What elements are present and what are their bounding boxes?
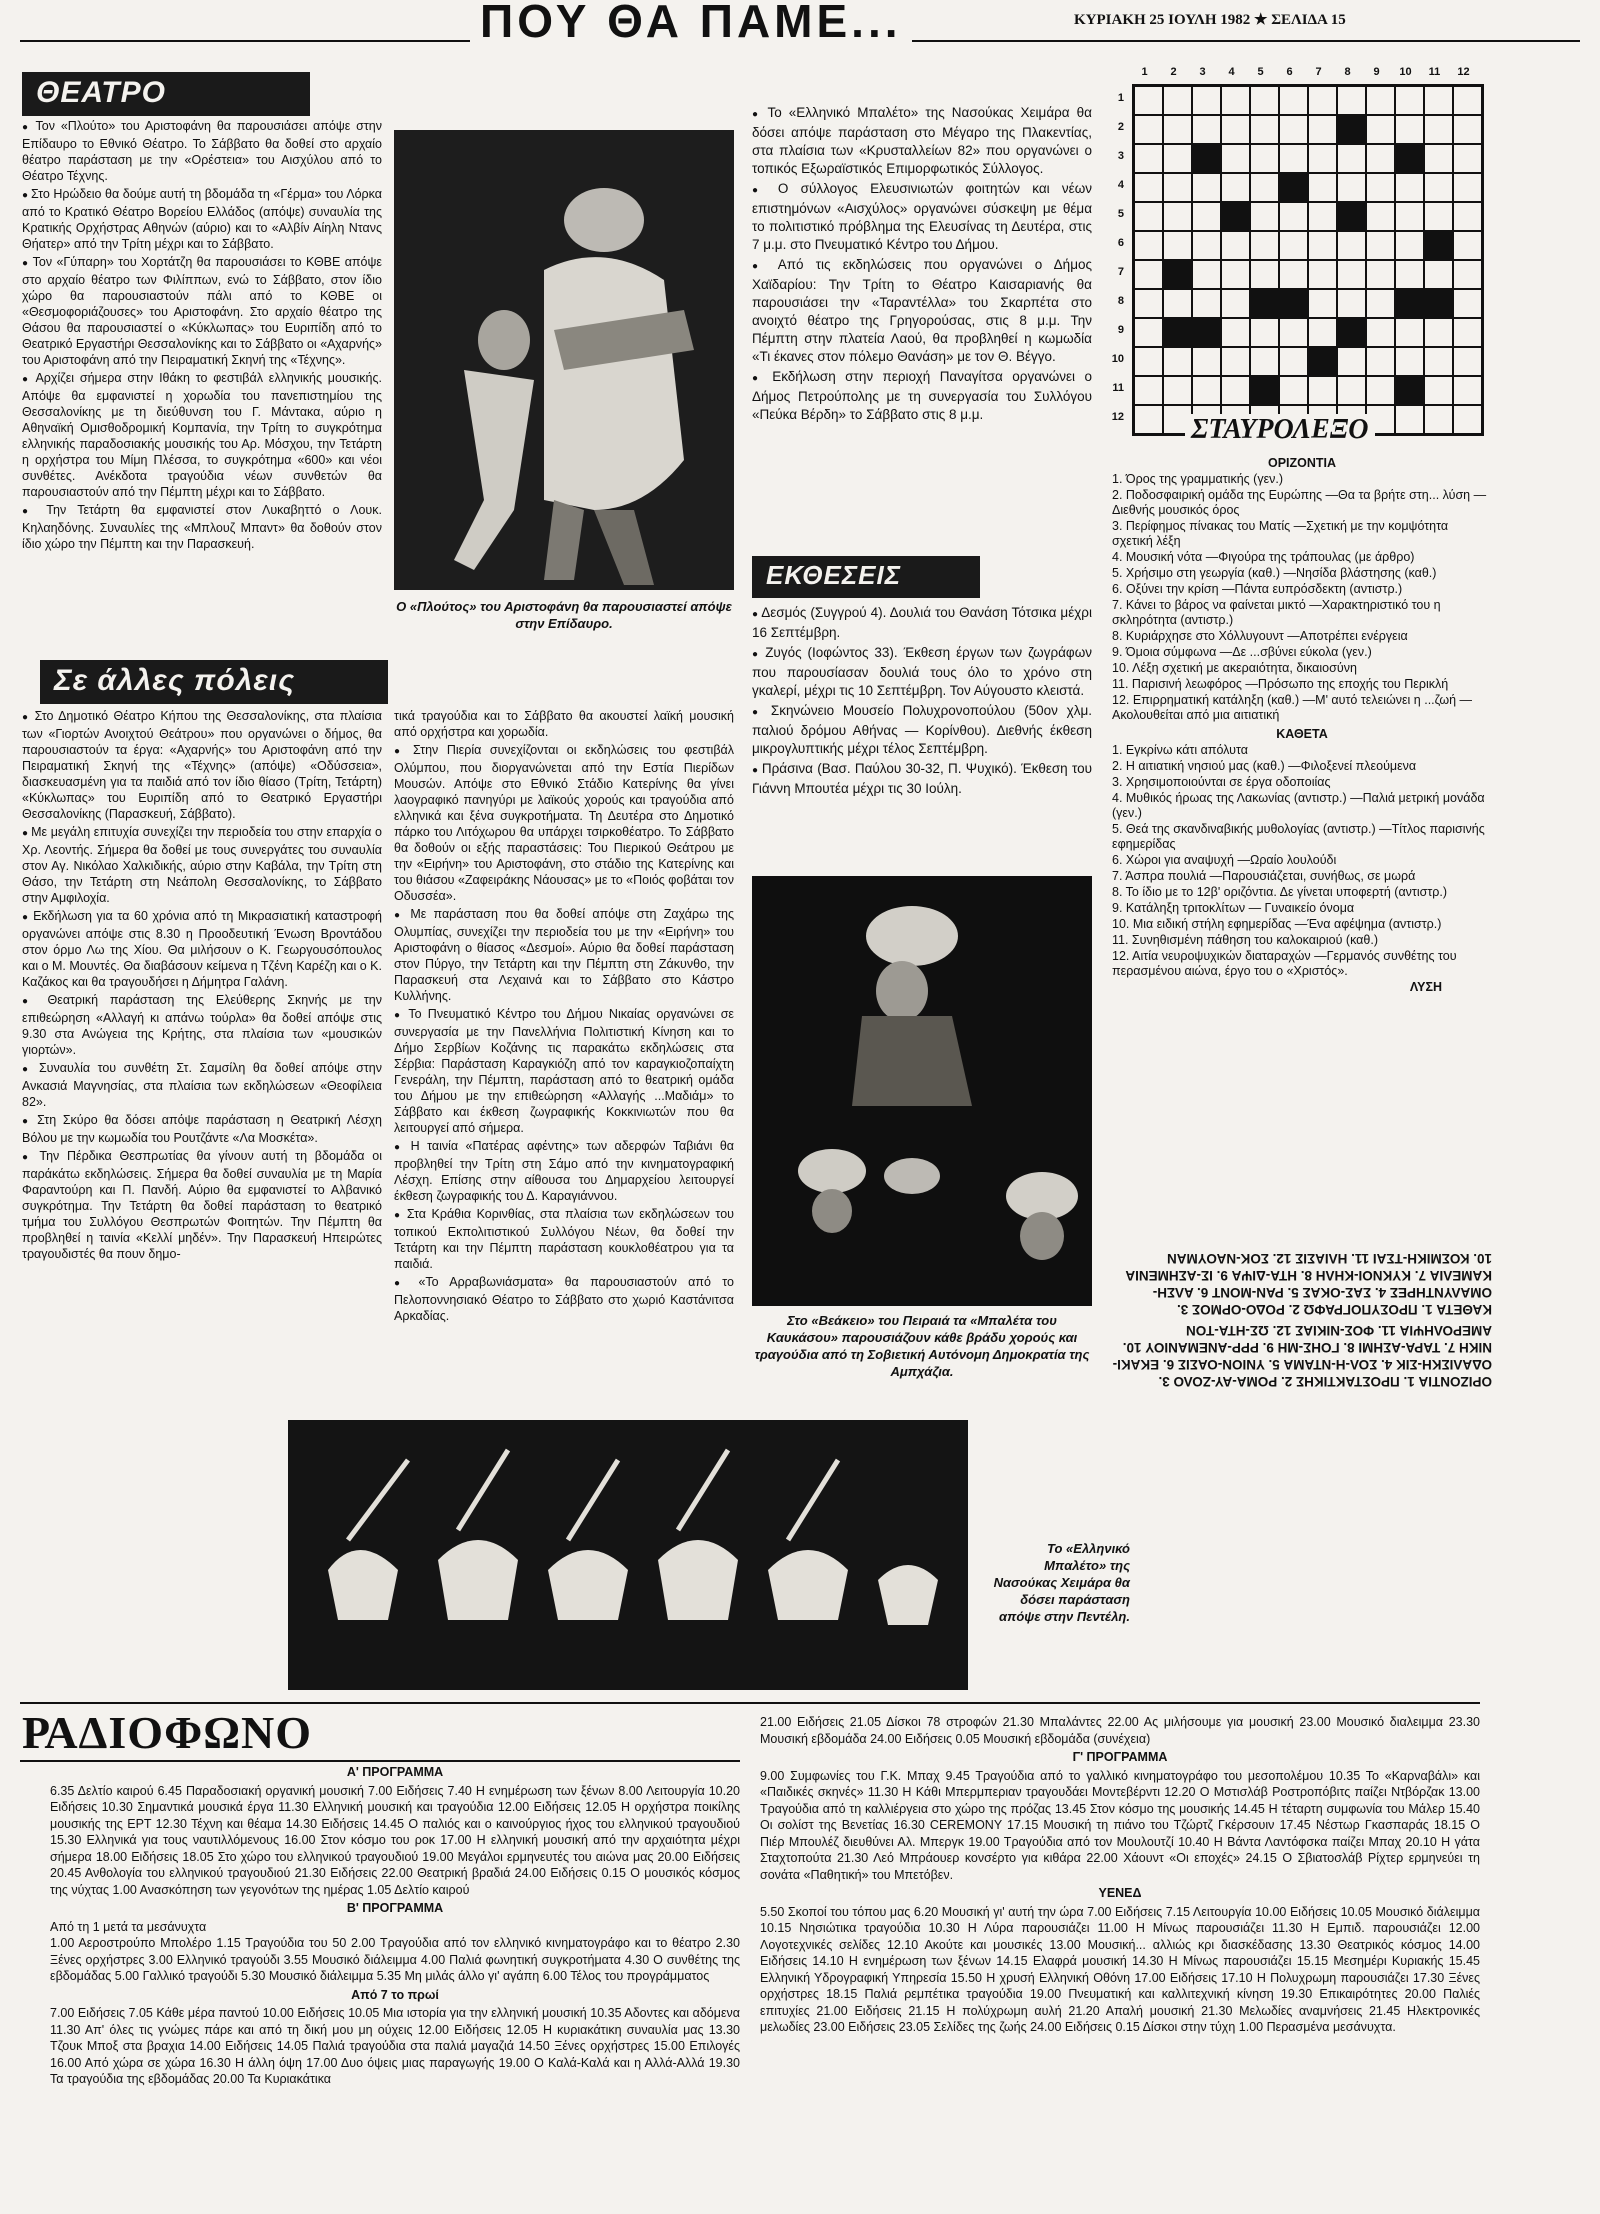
news-item: ● Στο Ηρώδειο θα δούμε αυτή τη βδομάδα τη «Γέρμα» του Λόρκα από το Κρατικό Θέατρο Βορείου Ελλάδος (απόψε) συναυλία της Κρατικής Ορχήστρας Αθηνών (αύριο) και το «Αλβίν Αίηλη Ντανς Θήατερ» από την Τρίτη μέχρι και το Σάββατο. (22, 186, 382, 252)
crossword-black-cell (1424, 289, 1453, 318)
across-clue: 10. Λέξη σχετική με ακεραιότητα, δικαιοσύνη (1112, 661, 1357, 675)
greek-ballet-photo (288, 1420, 968, 1690)
crossword-black-cell (1163, 318, 1192, 347)
radio-schedule: 6.35 Δελτίο καιρού 6.45 Παραδοσιακή οργανική μουσική 7.00 Ειδήσεις 7.40 Η ενημέρωση των ξένων 8.00 Λειτουργία 10.20 Ειδήσεις 10.30 Σημαντικά μουσικά έργα 11.30 Ελληνική μουσική και τραγούδια 12.00 Ειδήσεις 12.05 Η ορχήστρα ποικίλης μουσικής της ΕΡΤ 12.30 Τέχνη και θέαμα 14.30 Ειδήσεις 14.45 Ο παλιός και ο καινούργιος ήχος του ελληνικού τραγουδιού 15.30 Ελληνικά για τους ναυτιλλόμενους 16.00 Στον κόσμο του ροκ 17.00 Η ελληνική μουσική από την αρχαιότητα μέχρι σήμερα 18.00 Ειδήσεις 18.05 Στο χώρο του ελληνικού τραγουδιού 19.00 Μεγάλοι ερμηνευτές του αιώνα μας 20.00 Ειδήσεις 20.45 Ανθολογία του ελληνικού τραγουδιού 21.30 Ειδήσεις 22.00 Θεατρική βραδιά 24.00 Ειδήσεις 0.15 Ο μουσικός κόσμος της νύχτας 1.00 Ανασκόπηση των γεγονότων της ημέρας 1.05 Δελτίο καιρού (50, 1783, 740, 1897)
crossword-cell[interactable] (1366, 231, 1395, 260)
caucasus-ballet-photo (752, 876, 1092, 1306)
across-clue: 6. Οξύνει την κρίση —Πάντα ευπρόσδεκτη (αντιστρ.) (1112, 582, 1403, 596)
elsewhere-section-header: Σε άλλες πόλεις (40, 660, 388, 704)
down-clue: 6. Χώροι για αναψυχή —Ωραίο λουλούδι (1112, 853, 1337, 867)
crossword-black-cell (1337, 318, 1366, 347)
crossword-row-number: 10 (1111, 353, 1124, 365)
crossword-cell[interactable] (1337, 231, 1366, 260)
crossword-cell[interactable] (1279, 260, 1308, 289)
down-clue: 1. Εγκρίνω κάτι απόλυτα (1112, 743, 1248, 757)
crossword-cell[interactable] (1134, 144, 1163, 173)
radio-program-heading: Β' ΠΡΟΓΡΑΜΜΑ (346, 1901, 444, 1915)
across-clue: 8. Κυριάρχησε στο Χόλλυγουντ —Αποτρέπει ενέργεια (1112, 629, 1408, 643)
crossword-cell[interactable] (1366, 86, 1395, 115)
crossword-cell[interactable] (1163, 347, 1192, 376)
across-clue: 4. Μουσική νότα —Φιγούρα της τράπουλας (με άρθρο) (1112, 550, 1415, 564)
crossword-cell[interactable] (1192, 260, 1221, 289)
across-clue: 2. Ποδοσφαιρική ομάδα της Ευρώπης —Θα τα βρήτε στη... λύση —Διεθνής μουσικός όρος (1112, 488, 1487, 517)
greek-ballet-caption: Το «Ελληνικό Μπαλέτο» της Νασούκας Χειμάρα θα δόσει παράσταση απόψε στην Πεντέλη. (993, 1541, 1130, 1624)
theatre-section-header: ΘΕΑΤΡΟ (22, 72, 310, 116)
crossword-cell[interactable] (1192, 115, 1221, 144)
crossword-grid (1132, 84, 1484, 436)
crossword-black-cell (1395, 376, 1424, 405)
crossword-cell[interactable] (1424, 318, 1453, 347)
crossword-cell[interactable] (1424, 144, 1453, 173)
crossword-cell[interactable] (1366, 376, 1395, 405)
news-item: ● Την Πέρδικα Θεσπρωτίας θα γίνουν αυτή τη βδομάδα οι παράκάτω εκδηλώσεις. Σήμερα θα δοθεί συναυλία με τη Μαρία Φαραντούρη και Π. Πανδή. Αύριο θα εμφανιστεί το Αλβανικό συγκρότημα. Την Τετάρτη θα δοθεί παράσταση το θεατρικό τμήμα του Συλλόγου Θεσπρωτών Φοιτητών. Την Πέμπτη θα προβληθεί η ταινία «Κελλί μηδέν». Την Παρασκευή Ηπειρώτες τραγουδιστές θα πουν δημο- (22, 1148, 382, 1262)
crossword-row-number: 5 (1117, 208, 1124, 220)
caucasus-ballet-caption: Στο «Βεάκειο» του Πειραιά τα «Μπαλέτα του Καυκάσου» παρουσιάζουν κάθε βράδυ χορούς και τραγούδια από τη Σοβιετική Αυτόνομη Δημοκρατία της Αμπχάζια. (754, 1313, 1090, 1379)
crossword-cell[interactable] (1250, 144, 1279, 173)
crossword-row-number: 7 (1117, 266, 1124, 278)
crossword-cell[interactable] (1308, 144, 1337, 173)
crossword-cell[interactable] (1453, 115, 1482, 144)
exhibition-item: ● Πράσινα (Βασ. Παύλου 30-32, Π. Ψυχικό). Έκθεση του Γιάννη Μπουτέα μέχρι τις 30 Ιούλη. (752, 760, 1092, 798)
crossword-cell[interactable] (1395, 231, 1424, 260)
crossword-column-number: 6 (1286, 66, 1293, 78)
crossword-cell[interactable] (1453, 347, 1482, 376)
news-item: ● Στα Κράθια Κορινθίας, στα πλαίσια των εκδηλώσεων του τοπικού Εκπολιτιστικού Συλλόγου Νέων, θα δοθεί την Τετάρτη και την Πέμπτη παράσταση κουκλοθέατρου για τα παιδιά. (394, 1206, 734, 1272)
crossword-cell[interactable] (1308, 260, 1337, 289)
crossword-cell[interactable] (1221, 347, 1250, 376)
caucasus-ballet-photo-art (752, 876, 1092, 1306)
crossword-cell[interactable] (1424, 405, 1453, 434)
down-clue: 4. Μυθικός ήρωας της Λακωνίας (αντιστρ.) —Παλιά μετρική μονάδα (γεν.) (1112, 791, 1485, 820)
crossword-cell[interactable] (1424, 376, 1453, 405)
crossword-cell[interactable] (1453, 231, 1482, 260)
exhibition-item: ● Ζυγός (Ιοφώντος 33). Έκθεση έργων των ζωγράφων που παρουσίασαν δουλιά τους όλο το χρόνο στη γκαλερί, μέχρι τις 10 Σεπτέμβρη. Τον Αύγουστο κλειστά. (752, 644, 1092, 700)
crossword-cell[interactable] (1453, 376, 1482, 405)
news-item: ● Στο Δημοτικό Θέατρο Κήπου της Θεσσαλονίκης, στα πλαίσια των «Γιορτών Ανοιχτού Θεάτρου» που οργανώνει ο δήμος, θα παρουσιαστούν τα έργα: «Αχαρνής» του Αριστοφάνη από την Πειραματική Σκηνή της «Τέχνης» (απόψε) «Οδύσσεια», διασκευασμένη για τα παιδιά από τον ίδιο θίασο (Τρίτη, Τετάρτη) «Κύκλωπας» του Ευριπίδη από το Θεατρικό Εργαστήρι Θεσσαλονίκης (Παρασκευή, Σάββατο). (22, 708, 382, 822)
crossword-cell[interactable] (1424, 173, 1453, 202)
crossword-cell[interactable] (1163, 115, 1192, 144)
crossword-cell[interactable] (1163, 289, 1192, 318)
crossword-cell[interactable] (1308, 289, 1337, 318)
crossword-cell[interactable] (1424, 347, 1453, 376)
crossword-column-number: 11 (1428, 66, 1441, 78)
radio-schedule: 1.00 Αεροστρούπο Μπολέρο 1.15 Τραγούδια του 50 2.00 Τραγούδια από τον ελληνικό κινηματογράφο και το θέατρο 2.30 Ξένες ορχήστρες 3.00 Ελληνικό τραγούδι 3.55 Μουσικό διάλειμμα 4.00 Παλιά φωνητική συγκροτήματα 4.30 Ο συνθέτης της εβδομάδας 5.00 Γαλλικό τραγούδι 5.30 Μουσικό διάλειμμα 5.35 Μη μιλάς άλλο γι' αγάπη 6.00 Τέλος του προγράμματος (50, 1936, 740, 1983)
crossword-cell[interactable] (1221, 86, 1250, 115)
crossword-black-cell (1395, 144, 1424, 173)
crossword-cell[interactable] (1308, 202, 1337, 231)
across-clue: 5. Χρήσιμο στη γεωργία (καθ.) —Νησίδα βλάστησης (καθ.) (1112, 566, 1437, 580)
crossword-black-cell (1308, 347, 1337, 376)
crossword-cell[interactable] (1221, 173, 1250, 202)
crossword-black-cell (1279, 173, 1308, 202)
crossword-row-number: 8 (1117, 295, 1124, 307)
crossword-black-cell (1250, 289, 1279, 318)
crossword-cell[interactable] (1221, 231, 1250, 260)
news-item: ● Εκδήλωση για τα 60 χρόνια από τη Μικρασιατική καταστροφή οργανώνει απόψε στις 8.30 η Προοδευτική Ένωση Βροντάδου στον όρμο Λω της Χίου. Θα μιλήσουν ο Κ. Γεωργουσόπουλος και ο Μ. Μουντές. Θα διαβάσουν κείμενα η Τζένη Καρέζη και ο Κ. Καζάκος και θα τραγουδήσει η Δήμητρα Γαλάνη. (22, 908, 382, 990)
crossword-cell[interactable] (1279, 86, 1308, 115)
crossword-cell[interactable] (1453, 86, 1482, 115)
crossword-cell[interactable] (1163, 376, 1192, 405)
down-clue: 2. Η αιτιατική νησιού μας (καθ.) —Φιλοξενεί πλεούμενα (1112, 759, 1417, 773)
exhibitions-section-header: ΕΚΘΕΣΕΙΣ (752, 556, 980, 598)
news-item: ● Θεατρική παράσταση της Ελεύθερης Σκηνής με την επιθεώρηση «Αλλαγή κι απάνω τούρλα» θα δοθεί απόψε στις 9.30 στα Ανώγεια της Κρήτης, στα πλαίσια των «μουσικών γιορτών». (22, 992, 382, 1058)
crossword-cell[interactable] (1134, 376, 1163, 405)
crossword-cell[interactable] (1279, 318, 1308, 347)
down-clue: 7. Άσπρα πουλιά —Παρουσιάζεται, συνήθως, σε μωρά (1112, 869, 1416, 883)
crossword-cell[interactable] (1453, 173, 1482, 202)
crossword-cell[interactable] (1134, 318, 1163, 347)
crossword-column-number: 8 (1344, 66, 1351, 78)
crossword-cell[interactable] (1134, 231, 1163, 260)
crossword-black-cell (1250, 376, 1279, 405)
dateline: ΚΥΡΙΑΚΗ 25 ΙΟΥΛΗ 1982 ★ ΣΕΛΙΔΑ 15 (1070, 10, 1350, 29)
crossword-cell[interactable] (1308, 115, 1337, 144)
crossword-column-number: 2 (1170, 66, 1177, 78)
crossword-cell[interactable] (1192, 376, 1221, 405)
exhibition-item: ● Σκηνώνειο Μουσείο Πολυχρονοπούλου (50ον χλμ. παλιού δρόμου Αθήνας — Κορίνθου). Διεθνής έκθεση μικρογλυπτικής μέχρι τέλος Σεπτέμβρη. (752, 702, 1092, 758)
crossword-column-number: 10 (1399, 66, 1412, 78)
crossword-row-number: 9 (1117, 324, 1124, 336)
across-clue: 12. Επιρρηματική κατάληξη (καθ.) —Μ' αυτό τελειώνει η ...ζωή —Ακολουθείται από μια αιτιατική (1112, 693, 1473, 722)
crossword-cell[interactable] (1163, 144, 1192, 173)
crossword-cell[interactable] (1337, 173, 1366, 202)
across-clue: 7. Κάνει το βάρος να φαίνεται μικτό —Χαρακτηριστικό του η σκληρότητα (αντιστρ.) (1112, 598, 1441, 627)
crossword-clues (1112, 456, 1492, 996)
down-clue: 10. Μια ειδική στήλη εφημερίδας —Ένα αφέψημα (αντιστρ.) (1112, 917, 1442, 931)
crossword-cell[interactable] (1337, 376, 1366, 405)
crossword-cell[interactable] (1453, 405, 1482, 434)
crossword-cell[interactable] (1250, 260, 1279, 289)
radio-program-heading: Από 7 το πρωί (351, 1987, 439, 2002)
plutus-photo-art (394, 130, 734, 590)
crossword-cell[interactable] (1221, 144, 1250, 173)
crossword-cell[interactable] (1395, 347, 1424, 376)
across-label: ΟΡΙΖΟΝΤΙΑ (1267, 456, 1337, 470)
crossword-row-number: 6 (1117, 237, 1124, 249)
crossword-cell[interactable] (1366, 144, 1395, 173)
crossword-row-number: 4 (1117, 179, 1124, 191)
crossword-cell[interactable] (1453, 144, 1482, 173)
crossword-row-number: 12 (1111, 411, 1124, 423)
down-clue: 8. Το ίδιο με το 12β' οριζόντια. Δε γίνεται υποφερτή (αντιστρ.) (1112, 885, 1448, 899)
crossword-column-number: 1 (1141, 66, 1148, 78)
crossword-column-number: 3 (1199, 66, 1206, 78)
crossword-row-numbers (1108, 84, 1128, 444)
crossword-cell[interactable] (1250, 347, 1279, 376)
crossword-cell[interactable] (1279, 231, 1308, 260)
news-item: ● Στη Σκύρο θα δόσει απόψε παράσταση η Θεατρική Λέσχη Βόλου με την κωμωδία του Ρουτζάντε «Λα Μοσκέτα». (22, 1112, 382, 1146)
across-clue: 3. Περίφημος πίνακας του Ματίς —Σχετική με την κομψότητα σχετική λέξη (1112, 519, 1449, 548)
crossword-black-cell (1395, 289, 1424, 318)
news-item: τικά τραγούδια και το Σάββατο θα ακουστεί λαϊκή μουσική από ορχήστρα και χορωδία. (394, 709, 734, 739)
crossword-cell[interactable] (1366, 289, 1395, 318)
down-label: ΚΑΘΕΤΑ (1276, 727, 1328, 741)
crossword-cell[interactable] (1192, 347, 1221, 376)
radio-program-heading: Γ' ΠΡΟΓΡΑΜΜΑ (1072, 1750, 1168, 1764)
news-item: ● Εκδήλωση στην περιοχή Παναγίτσα οργανώνει ο Δήμος Πετρούπολης με τη συνεργασία του Συλλόγου «Πεύκα Βέρδη» το Σάββατο στις 8 μ.μ. (752, 368, 1092, 424)
crossword-black-cell (1192, 144, 1221, 173)
down-clue: 11. Συνηθισμένη πάθηση του καλοκαιριού (καθ.) (1112, 933, 1378, 947)
crossword-cell[interactable] (1424, 202, 1453, 231)
crossword-cell[interactable] (1395, 173, 1424, 202)
crossword-cell[interactable] (1337, 144, 1366, 173)
crossword-column-numbers (1130, 66, 1490, 82)
crossword-cell[interactable] (1221, 260, 1250, 289)
crossword-cell[interactable] (1134, 289, 1163, 318)
crossword-cell[interactable] (1453, 318, 1482, 347)
news-item: ● Με μεγάλη επιτυχία συνεχίζει την περιοδεία του στην επαρχία ο Χρ. Λεοντής. Σήμερα θα δοθεί με τους συνεργάτες του συναυλία στον Αγ. Νικόλαο Χαλκιδικής, αύριο στην Καβάλα, την Τρίτη στη Θάσο, την Τετάρτη στη Νεάπολη Θεσσαλονίκης, το Σάββατο στην Αμφιλοχία. (22, 824, 382, 906)
exhibition-item: ● Δεσμός (Συγγρού 4). Δουλιά του Θανάση Τότσικα μέχρι 16 Σεπτέμβρη. (752, 604, 1092, 642)
news-item: ● Η ταινία «Πατέρας αφέντης» των αδερφών Ταβιάνι θα προβληθεί την Τρίτη στη Σάμο από την κινηματογραφική Λέσχη. Επίσης στην αίθουσα του Δημαρχείου λειτουργεί έκθεση ζωγραφικής του Δ. Καραγιάννου. (394, 1138, 734, 1204)
radio-schedule: 7.00 Ειδήσεις 7.05 Κάθε μέρα παντού 10.00 Ειδήσεις 10.05 Μια ιστορία για την ελληνική μουσική 10.35 Αδοντες και αδόμενα 11.30 Απ' όλες τις γνώμες πάρε και από τη δική μου μη ούχεις 12.00 Ειδήσεις 12.05 Η κυριακάτικη συναυλία μας 13.30 Τζουκ Μποξ στα βραχια 14.00 Ειδήσεις 14.05 Παλιά τραγούδια στα παλιά μαγαζιά 14.50 Ξένες ορχήστρες 15.00 Επιλογές 16.00 Από χώρα σε χώρα 16.30 Η άλλη όψη 17.00 Δυο όψεις μιας παραγωγής 19.00 Ο Καλά-Καλά και η Αλλά-Αλλά 19.30 Τα τραγούδια της εβδομάδας 20.00 Τα Κυριακάτικα (50, 2006, 740, 2086)
crossword-cell[interactable] (1337, 86, 1366, 115)
plutus-photo (394, 130, 734, 590)
solution-text: ΟΡΙΖΟΝΤΙΑ 1. ΠΡΟΣΤΑΚΤΙΚΗΣ 2. ΡΟΜΑ-ΑΥ-ΖΟΛΟ 3. ΟΔΑΛΙΣΚΗ-ΣΙΚ 4. ΣΟΛ-Η-ΝΤΑΜΑ 5. ΥΝΙΟΝ-ΟΑΣΙΣ 6. ΕΚΑΚΙ-ΝΙΚΗ 7. ΤΑΡΑ-ΑΣΗΜΙ 8. ΓΟΗΣ-ΜΗ 9. ΡΡΡ-ΑΝΕΜΑΝΙΟΥ 10. ΑΜΕΡΟΛΗΨΙΑ 11. ΦΟΣ-ΝΙΚΙΑΣ 12. ΩΣ-ΗΤΑ-ΤΟΝ (1112, 1323, 1492, 1389)
crossword-cell[interactable] (1221, 115, 1250, 144)
crossword-cell[interactable] (1395, 86, 1424, 115)
crossword-cell[interactable] (1279, 115, 1308, 144)
crossword-column-number: 5 (1257, 66, 1264, 78)
crossword-cell[interactable] (1424, 115, 1453, 144)
crossword-row-number: 2 (1117, 121, 1124, 133)
news-item: ● Με παράσταση που θα δοθεί απόψε στη Ζαχάρω της Ολυμπίας, συνεχίζει την περιοδεία του με την «Ειρήνη» του Αριστοφάνη ο θίασος «Δεσμοί». Αύριο θα δοθεί παράσταση στον Πύργο, την Τετάρτη και την Πέμπτη στη Ζάκυνθο, την Παρασκευή στα Λεχαινά και το Σάββατο στο Κάστρο Κυλλήνης. (394, 906, 734, 1004)
crossword-cell[interactable] (1366, 115, 1395, 144)
crossword-cell[interactable] (1453, 260, 1482, 289)
crossword-cell[interactable] (1424, 86, 1453, 115)
crossword-cell[interactable] (1279, 144, 1308, 173)
radio-program-heading: ΥΕΝΕΔ (1098, 1886, 1142, 1900)
crossword-black-cell (1279, 289, 1308, 318)
crossword-cell[interactable] (1250, 202, 1279, 231)
crossword-cell[interactable] (1221, 376, 1250, 405)
crossword-cell[interactable] (1134, 86, 1163, 115)
news-item: ● Το «Ελληνικό Μπαλέτο» της Νασούκας Χειμάρα θα δόσει απόψε παράσταση στο Μέγαρο της Πλακεντίας, στα πλαίσια των «Κρυσταλλείων 82» που οργανώνει ο τοπικός Εξωραϊστικός Επιμορφωτικός Σύλλογος. (752, 104, 1092, 178)
down-clue: 3. Χρησιμοποιούνται σε έργα οδοποιίας (1112, 775, 1331, 789)
crossword-cell[interactable] (1250, 86, 1279, 115)
radio-schedule: 9.00 Συμφωνίες του Γ.Κ. Μπαχ 9.45 Τραγούδια από το γαλλικό κινηματογράφο του μεσοπολέμου 10.35 Το «Καρναβάλι» και «Παιδικές σκηνές» 11.30 Η Κάθι Μπερμπεριαν τραγουδάει Μοντεβέρντι 12.20 Ο Μστισλάβ Ροστροπόβιτς παίζει Ντβόρζακ 13.00 Τραγούδια από τη καλλιέργεια στο χώρο της πρόζας 13.45 Στον κόσμο της μουσικής 14.45 Η τέταρτη συμφωνία του Μάλερ 15.40 Οι σολίστ της Βενετίας 16.30 CEREMONY 17.15 Μουσική τη πιάνο του Τζώρτζ Γκέρσουιν 17.45 Νέστωρ Γκασπαράς 18.15 Ο Πιέρ Μπουλέζ διευθύνει Αλ. Μπεργκ 19.00 Τραγούδια από τον Μουλουτζί 10.40 Η Βάντα Λαντόφσκα παίζει Μπαχ 20.10 Η γάτα Σταχτοπούτα 21.30 Λεό Μπράουερ κονσέρτο για κιθάρα 22.00 Χάουντ «Οι εποχές» 24.15 Ο Σβιατοσλάβ Ρίχτερ ερμηνεύει τη σονάτα «Παθητική» του Μπετόβεν. (760, 1768, 1480, 1882)
crossword-black-cell (1163, 260, 1192, 289)
crossword-black-cell (1192, 318, 1221, 347)
news-item: ● Συναυλία του συνθέτη Στ. Σαμσίλη θα δοθεί απόψε στην Ανκασιά Μαγνησίας, στα πλαίσια των εκδηλώσεων «Θεοφίλεια 82». (22, 1060, 382, 1110)
crossword-cell[interactable] (1279, 202, 1308, 231)
crossword-cell[interactable] (1250, 115, 1279, 144)
crossword-cell[interactable] (1192, 231, 1221, 260)
crossword-column-number: 12 (1457, 66, 1470, 78)
crossword-cell[interactable] (1366, 202, 1395, 231)
crossword-cell[interactable] (1453, 289, 1482, 318)
crossword-cell[interactable] (1366, 347, 1395, 376)
crossword-cell[interactable] (1279, 347, 1308, 376)
radio-schedule: 21.00 Ειδήσεις 21.05 Δίσκοι 78 στροφών 21.30 Μπαλάντες 22.00 Ας μιλήσουμε για μουσική 23.00 Μουσικό διαλειμμα 23.30 Μουσική εβδομάδα 24.00 Ειδήσεις 0.05 Μουσική εβδομάδα (συνέχεια) (760, 1715, 1480, 1746)
crossword-cell[interactable] (1250, 231, 1279, 260)
crossword-cell[interactable] (1337, 289, 1366, 318)
exhibitions-list (752, 604, 1092, 800)
crossword-black-cell (1424, 231, 1453, 260)
crossword-black-cell (1337, 115, 1366, 144)
crossword-cell[interactable] (1221, 289, 1250, 318)
crossword-row-number: 11 (1112, 382, 1124, 394)
crossword-cell[interactable] (1163, 86, 1192, 115)
news-item: ● Τον «Γύπαρη» του Χορτάτζη θα παρουσιάσει το ΚΘΒΕ απόψε στο αρχαίο θέατρο των Φιλίππων, ενώ το Σάββατο, στον ίδιο χώρο θα παρουσιαστούν πάλι από το ΚΘΒΕ οι «Θεσμοφοριάζουσες» του Αριστοφάνη. Στο αρχαίο θέατρο της Θάσου θα παρουσιαστεί ο «Κύκλωπας» του Ευριπίδη από το Θεατρικό Εργαστήρι Θεσσαλονίκης και το Σάββατο οι «Αχαρνής» του Αριστοφάνη από την Πειραματική Σκηνή της «Τέχνης». (22, 254, 382, 368)
elsewhere-column-2 (394, 708, 734, 1326)
radio-schedule: 5.50 Σκοποί του τόπου μας 6.20 Μουσική γι' αυτή την ώρα 7.00 Ειδήσεις 7.15 Λειτουργία 10.00 Ειδήσεις 10.05 Μουσικό διάλειμμα 10.15 Νησιώτικα τραγούδια 10.30 Η Λύρα παρουσιάζει 11.00 Η Μίνως παρουσιάζει 11.30 Η Εμπιδ. παρουσιάζει 12.00 Λογοτεχνικές σελίδες 12.10 Ακούτε και μουσικές 13.00 Μουσική... αλλιώς κρι διασκέδασης 13.30 Θεατρικός κόσμος 14.00 Ειδήσεις 14.10 Η ενημέρωση των ξένων 14.15 Ελαφρά μουσική 14.30 Η Μίνως παρουσιάζει 15.15 Μεσημέρι Κυριακής 15.45 Ελληνική Υδρογραφική Υπηρεσία 15.50 Η χρυσή Ελληνική Οθόνη 17.00 Ειδήσεις 17.10 Η Πολυχρωμη παρουσιάζει 17.30 Ξένες ορχήστρες 18.15 Παλιά ρεμπέτικα τραγούδια 19.00 Πνευματική και καλλιτεχνική κίνηση 19.30 Επικαιρότητες 20.00 Παλιές επιτυχίες 21.00 Ειδήσεις 21.15 Η πολύχρωμη αυλή 21.20 Απαλή μουσική 21.30 Μελωδίες αναμνήσεις 21.45 Ηλεκτρονικές μελωδίες 23.00 Ειδήσεις 23.05 Σελίδες της ζωής 24.00 Ειδήσεις 0.15 Δίσκοι στην τύχη 1.00 Περασμένα μεσάνυχτα. (760, 1904, 1480, 2034)
crossword-cell[interactable] (1308, 318, 1337, 347)
crossword-cell[interactable] (1395, 202, 1424, 231)
news-item: ● Αρχίζει σήμερα στην Ιθάκη το φεστιβάλ ελληνικής μουσικής. Απόψε θα εμφανιστεί η χορωδία του πανεπιστημίου της Θεσσαλονίκης με τη διεύθυνση του Γ. Μάντακα, αύριο η Αθηναϊκή Ομισθοδρομική Κομπανία, την Τρίτη το συγκρότημα ελληνικής παραδοσιακής μουσικής του Αρ. Μόσχου, την Τετάρτη η ορχήστρα του Μίμη Πλέσσα, το συγκρότημα «600» και νέοι συνθέτες. Ανέκδοτα τραγούδια νέων συνθετών θα παρουσιαστούν από την Πέμπτη μέχρι και το Σάββατο. (22, 370, 382, 500)
crossword-cell[interactable] (1163, 231, 1192, 260)
crossword-solution (1112, 1250, 1492, 1390)
crossword-cell[interactable] (1134, 405, 1163, 434)
news-item: ● Το Πνευματικό Κέντρο του Δήμου Νικαίας οργανώνει σε συνεργασία με την Πανελλήνια Πολιτιστική Κίνηση και το Δήμο Σερβίων Κοζάνης τις παρακάτω εκδηλώσεις στα Σέρβια: Παράσταση Καραγκιόζη από τον καραγκιοζοπαίχτη Γενεράλη, την Πέμπτη, παράσταση από το θεατρική ομάδα του Δήμου με την επιθεώρηση «Αλλαγής ...Μαδιάμ» το Σάββατο και έκθεση ζωγραφικής Κοκκινιωτών που θα λειτουργεί από σήμερα. (394, 1006, 734, 1136)
solution-text: ΚΑΘΕΤΑ 1. ΠΡΟΣΥΠΟΓΡΑΦΩ 2. ΡΟΔΟ-ΟΡΜΟΣ 3. ΟΜΑΛΥΝΤΗΡΕΣ 4. ΣΑΣ-ΟΚΑΣ 5. ΡΑΝ-ΜΟΝΤ 6. ΑΛΣΗ-ΚΑΜΕΛΙΑ 7. ΚΥΚΝΟΙ-ΚΗΛΗ 8. ΗΤΑ-ΔΙΨΑ 9. ΙΣ-ΑΣΗΜΕΝΙΑ 10. ΚΟΣΜΙΚΗ-ΤΣΑΙ 11. ΗΛΙΑΣΙΣ 12. ΣΟΚ-ΝΑΟΥΜΑΝ (1125, 1251, 1492, 1317)
crossword-cell[interactable] (1163, 173, 1192, 202)
crossword-cell[interactable] (1279, 376, 1308, 405)
news-item: ● «Το Αρραβωνιάσματα» θα παρουσιαστούν από το Πελοποννησιακό Θέατρο το Σάββατο στο χωριό Καστάνιτσα Αρκαδίας. (394, 1274, 734, 1324)
crossword-cell[interactable] (1424, 260, 1453, 289)
crossword-cell[interactable] (1134, 347, 1163, 376)
crossword-cell[interactable] (1366, 173, 1395, 202)
crossword-cell[interactable] (1192, 202, 1221, 231)
crossword-cell[interactable] (1395, 260, 1424, 289)
elsewhere-column-1 (22, 708, 382, 1264)
news-item: ● Ο σύλλογος Ελευσινιωτών φοιτητών και νέων επιστημόνων «Αισχύλος» οργανώνει σύσκεψη με θέμα το πολιτιστικό πρόβλημα της Ελευσίνας τη Δευτέρα, στις 7 μ.μ. στο Πνευματικό Κέντρο του Δήμου. (752, 180, 1092, 254)
down-clue: 5. Θεά της σκανδιναβικής μυθολογίας (αντιστρ.) —Τίτλος παρισινής εφημερίδας (1112, 822, 1485, 851)
across-clue: 11. Παρισινή λεωφόρος —Πρόσωπο της εποχής του Περικλή (1112, 677, 1449, 691)
crossword-cell[interactable] (1134, 202, 1163, 231)
radio-top-rule (20, 1702, 1480, 1704)
crossword-cell[interactable] (1250, 318, 1279, 347)
crossword-cell[interactable] (1337, 347, 1366, 376)
masthead-title: ΠΟΥ ΘΑ ΠΑΜΕ... (470, 0, 912, 48)
crossword-cell[interactable] (1134, 173, 1163, 202)
crossword-cell[interactable] (1192, 86, 1221, 115)
news-item: ● Στην Πιερία συνεχίζονται οι εκδηλώσεις του φεστιβάλ Ολύμπου, που διοργανώνεται από την Εστία Πιερίδων Μουσών. Απόψε στο Εθνικό Στάδιο Κατερίνης θα γίνει λαογραφικό πανηγύρι με λαϊκούς χορούς και τραγούδια από ελληνικά και ξένα συγκροτήματα. Τη Δευτέρα στο Δημοτικό πάρκο του Λιτόχωρου θα υπάρχει τσιρκοθέατρο. Το Σάββατο θα δοθούν οι εξής παραστάσεις: Του Πιερικού Θεάτρου με την «Ειρήνη» του Αριστοφάνη, στο στάδιο της Κατερίνης και του θιάσου «Ζαφειράκης Νάουσας» με το «Ποιός φοβάται τον Οδυσσέα». (394, 742, 734, 904)
crossword-cell[interactable] (1308, 173, 1337, 202)
crossword-cell[interactable] (1395, 405, 1424, 434)
radio-schedule: Από τη 1 μετά τα μεσάνυχτα (50, 1919, 207, 1934)
news-item: ● Τον «Πλούτο» του Αριστοφάνη θα παρουσιάσει απόψε στην Επίδαυρο το Εθνικό Θέατρο. Το Σάββατο θα δοθεί στο αρχαίο θέατρο παράσταση με την «Ορέστεια» του Αισχύλου από το Θέατρο Τέχνης. (22, 118, 382, 184)
crossword-column-number: 4 (1228, 66, 1235, 78)
crossword-cell[interactable] (1221, 318, 1250, 347)
plutus-photo-caption: Ο «Πλούτος» του Αριστοφάνη θα παρουσιαστεί απόψε στην Επίδαυρο. (396, 599, 732, 631)
crossword-cell[interactable] (1192, 173, 1221, 202)
crossword-cell[interactable] (1308, 86, 1337, 115)
across-clue: 9. Όμοια σύμφωνα —Δε ...σβύνει εύκολα (γεν.) (1112, 645, 1372, 659)
news-item: ● Την Τετάρτη θα εμφανιστεί στον Λυκαβηττό ο Λουκ. Κηλαηδόνης. Συναυλίες της «Μπλουζ Μπαντ» θα δοθούν στον ίδιο χώρο την Πέμπτη και την Παρασκευή. (22, 502, 382, 552)
crossword-cell[interactable] (1337, 260, 1366, 289)
crossword-black-cell (1221, 202, 1250, 231)
crossword-column-number: 9 (1373, 66, 1380, 78)
radio-column-right (760, 1714, 1480, 2036)
crossword-cell[interactable] (1395, 115, 1424, 144)
crossword-cell[interactable] (1395, 318, 1424, 347)
news-item: ● Από τις εκδηλώσεις που οργανώνει ο Δήμος Χαϊδαρίου: Την Τρίτη το Θέατρο Καισαριανής θα παρουσιάσει την «Ταραντέλλα» του Σκαρπέτα στο ανοιχτό θέατρο της Γρηγορούσας, στις 8 μ.μ. Την Πέμπτη στην πλατεία Λαού, θα προβληθεί η κωμωδία «Τι έκανες στον πόλεμο Θανάση» με τον Θ. Βέγγο. (752, 256, 1092, 366)
crossword-cell[interactable] (1366, 318, 1395, 347)
crossword-row-number: 1 (1117, 92, 1124, 104)
events-column (752, 104, 1092, 426)
down-clue: 12. Αιτία νευροψυχικών διαταραχών —Γερμανός συνθέτης του περασμένου αιώνα, έργο του ο «Χριστός». (1112, 949, 1457, 978)
crossword-cell[interactable] (1308, 231, 1337, 260)
radio-title: ΡΑΔΙΟΦΩΝΟ (22, 1707, 313, 1758)
down-clue: 9. Κατάληξη τριτοκλίτων — Γυναικείο όνομα (1112, 901, 1355, 915)
solution-label: ΛΥΣΗ (1409, 980, 1442, 994)
crossword-cell[interactable] (1250, 173, 1279, 202)
across-clue: 1. Όρος της γραμματικής (γεν.) (1112, 472, 1284, 486)
crossword-cell[interactable] (1453, 202, 1482, 231)
crossword-cell[interactable] (1308, 376, 1337, 405)
crossword-row-number: 3 (1117, 150, 1124, 162)
crossword-cell[interactable] (1134, 115, 1163, 144)
theatre-column (22, 118, 382, 554)
crossword-cell[interactable] (1134, 260, 1163, 289)
crossword-black-cell (1337, 202, 1366, 231)
crossword-title: ΣΤΑΥΡΟΛΕΞΟ (1185, 414, 1375, 446)
crossword-cell[interactable] (1163, 202, 1192, 231)
crossword-cell[interactable] (1192, 289, 1221, 318)
radio-program-heading: Α' ΠΡΟΓΡΑΜΜΑ (346, 1765, 444, 1779)
crossword-cell[interactable] (1366, 260, 1395, 289)
radio-column-left (50, 1762, 740, 2088)
crossword-column-number: 7 (1315, 66, 1322, 78)
greek-ballet-photo-art (288, 1420, 968, 1690)
masthead (0, 0, 1600, 50)
